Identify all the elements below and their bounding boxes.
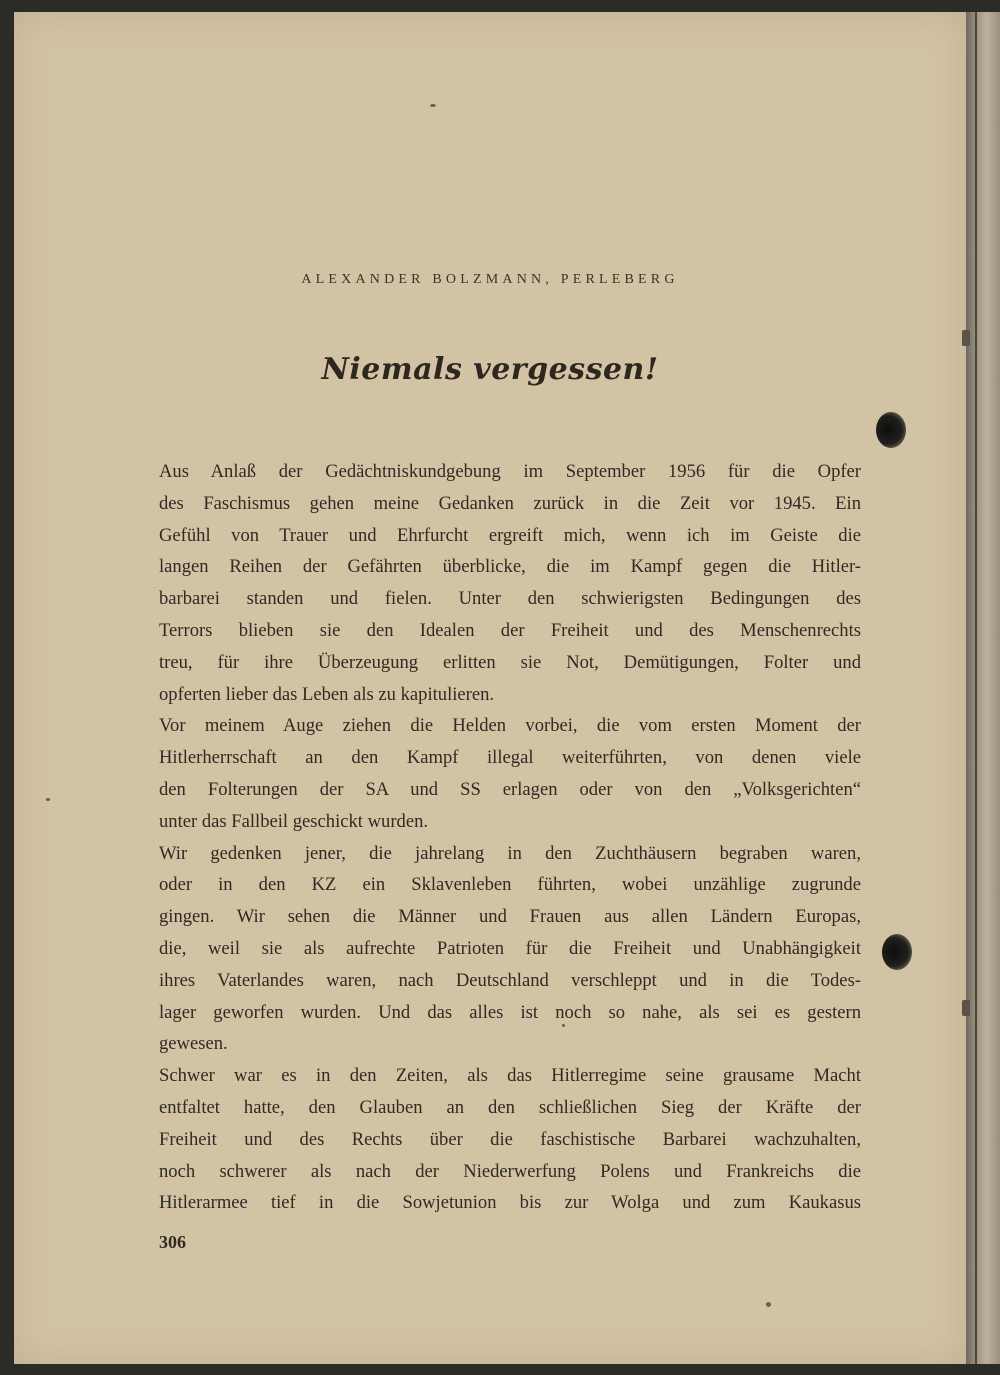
text-line: lager geworfen wurden. Und das alles ist noch so nahe, als sei es gestern xyxy=(159,1001,861,1023)
paper-speck xyxy=(562,1024,565,1027)
text-line: ihres Vaterlandes waren, nach Deutschland verschleppt und in die Todes- xyxy=(159,969,861,991)
text-line: Vor meinem Auge ziehen die Helden vorbei, die vom ersten Moment der xyxy=(159,715,861,737)
text-line: langen Reihen der Gefährten überblicke, die im Kampf gegen die Hitler- xyxy=(159,556,861,578)
text-line: Hitlerherrschaft an den Kampf illegal weiterführten, von denen viele xyxy=(159,747,861,769)
page-number: 306 xyxy=(159,1232,186,1252)
article-title: Niemals vergessen! xyxy=(321,352,659,387)
text-line: entfaltet hatte, den Glauben an den schließlichen Sieg der Kräfte der xyxy=(159,1096,861,1118)
book-page xyxy=(14,12,966,1364)
text-line: barbarei standen und fielen. Unter den schwierigsten Bedingungen des xyxy=(159,588,861,610)
binding-staple xyxy=(962,1000,970,1016)
book-spine xyxy=(966,12,1000,1364)
text-line: noch schwerer als nach der Niederwerfung Polens und Frankreichs die xyxy=(159,1160,861,1182)
text-line: Terrors blieben sie den Idealen der Freiheit und des Menschenrechts xyxy=(159,619,861,641)
text-line: Wir gedenken jener, die jahrelang in den Zuchthäusern begraben waren, xyxy=(159,842,861,864)
text-line: opferten lieber das Leben als zu kapitulieren. xyxy=(159,683,495,705)
text-line: den Folterungen der SA und SS erlagen oder von den „Volksgerichten“ xyxy=(159,778,861,800)
text-line: Schwer war es in den Zeiten, als das Hitlerregime seine grausame Macht xyxy=(159,1065,861,1087)
binding-hole xyxy=(876,412,906,448)
text-line: Freiheit und des Rechts über die faschistische Barbarei wachzuhalten, xyxy=(159,1128,861,1150)
text-line: Gefühl von Trauer und Ehrfurcht ergreift mich, wenn ich im Geiste die xyxy=(159,524,861,546)
text-line: die, weil sie als aufrechte Patrioten für die Freiheit und Unabhängigkeit xyxy=(159,937,861,959)
author-heading: ALEXANDER BOLZMANN, PERLEBERG xyxy=(301,272,679,287)
binding-hole xyxy=(882,934,912,970)
spine-edge xyxy=(975,12,977,1364)
text-line: gewesen. xyxy=(159,1033,228,1055)
binding-staple xyxy=(962,330,970,346)
text-line: oder in den KZ ein Sklavenleben führten, wobei unzählige zugrunde xyxy=(159,874,861,896)
text-line: Aus Anlaß der Gedächtniskundgebung im September 1956 für die Opfer xyxy=(159,461,861,482)
paper-speck xyxy=(430,104,436,107)
text-line: des Faschismus gehen meine Gedanken zurück in die Zeit vor 1945. Ein xyxy=(159,492,861,514)
body-text xyxy=(159,456,861,1219)
text-line: unter das Fallbeil geschickt wurden. xyxy=(159,810,429,832)
paper-speck xyxy=(766,1302,771,1307)
text-line: gingen. Wir sehen die Männer und Frauen aus allen Ländern Europas, xyxy=(159,906,861,928)
text-line: treu, für ihre Überzeugung erlitten sie Not, Demütigungen, Folter und xyxy=(159,651,861,673)
text-line: Hitlerarmee tief in die Sowjetunion bis zur Wolga und zum Kaukasus xyxy=(159,1192,861,1214)
paper-speck xyxy=(46,798,50,801)
